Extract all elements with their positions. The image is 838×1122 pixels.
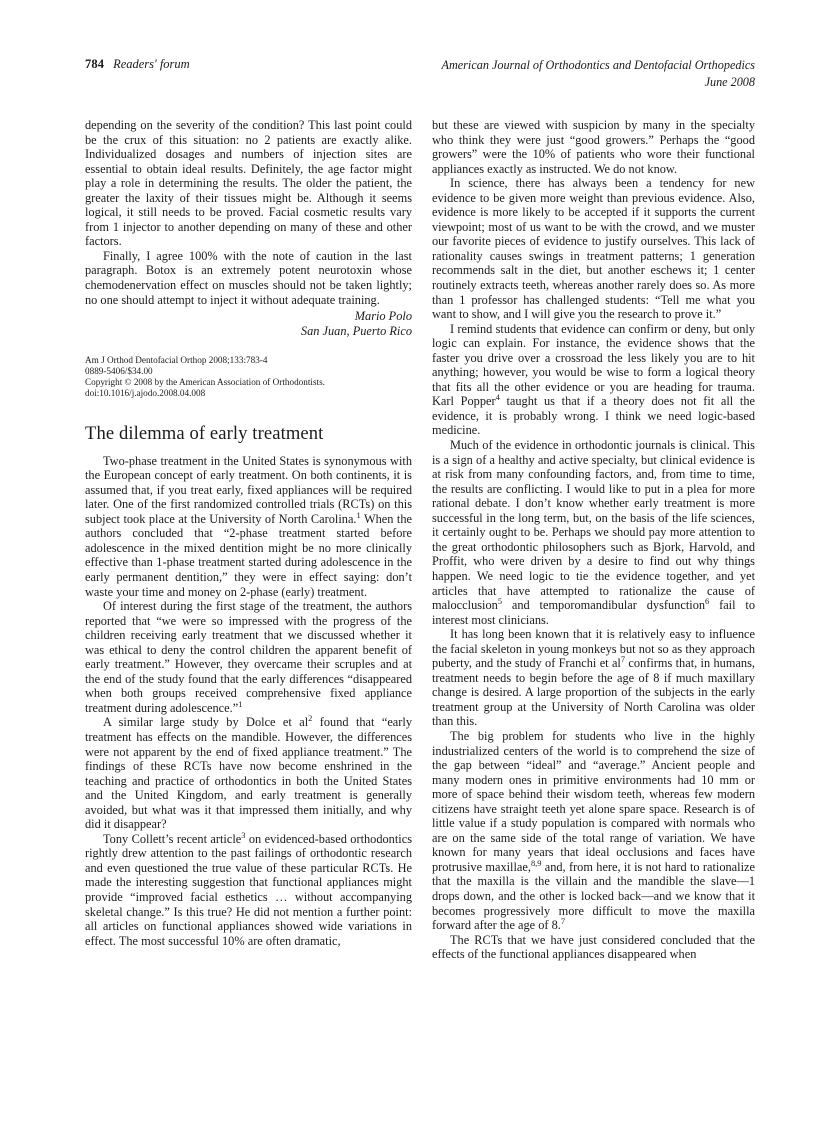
article-body-left — [85, 454, 412, 949]
reference-marker: 2 — [308, 714, 313, 724]
reference-marker: 1 — [356, 510, 361, 520]
pubinfo-issn: 0889-5406/$34.00 — [85, 366, 153, 377]
reference-marker: 7 — [620, 655, 626, 665]
reference-marker: 8,9 — [530, 858, 542, 868]
page-number: 784 — [85, 57, 105, 71]
reference-marker: 7 — [560, 916, 566, 926]
letter-signature — [85, 309, 412, 338]
letter-paragraph: depending on the severity of the condition? This last point could be the crux of this situation: no 2 patients are exactly alike. Individualized dosages and numbers of injection sites are essential to obtain ideal results. Definitely, the age factor might play a role in determining the results. The older the patient, the greater the laxity of their tissues might be. Although it seems logical, it still needs to be proved. Facial cosmetic results vary from 1 injector to another depending on many of these and other factors. — [85, 118, 412, 249]
article-paragraph: Much of the evidence in orthodontic journals is clinical. This is a sign of a healthy and active specialty, but clinical evidence is at risk from many confounding factors, and, from time to time, the results are conflicting. I would like to put in a plea for more rational debate. I don’t know whether early treatment is more successful in the long term, but, on the basis of the life sciences, it certainly ought to be. Perhaps we should pay more attention to the great orthodontic philosophers such as Bjork, Harvold, and Proffit, who were driven by a desire to find out why things happen. We need logic to tie the evidence together, and yet articles that have attempted to rationalize the cause of malocclusion$^5$ and temporomandibular dysfunction$^6$ fail to interest most clinicians. — [432, 438, 755, 627]
article-paragraph: but these are viewed with suspicion by many in the specialty who think they were just “good growers.” Perhaps the “good growers” were the 10% of patients who wore their functional appliances exactly as instructed. We do not know. — [432, 118, 755, 176]
running-head — [85, 57, 755, 92]
article-paragraph: The big problem for students who live in the highly industrialized centers of the world is to comprehend the size of the gap between “ideal” and “average.” Ancient people and many modern ones in primitive environments had 10 mm or more of space behind their wisdom teeth, whereas few modern citizens have straight teeth yet alone spare space. Research is of little value if a study population is compared with normals who are on the same side of the total range of variation. We have known for many years that ideal occlusions and faces have protrusive maxillae,$^{8,9}$ and, from here, it is not hard to rationalize that the maxilla is the villain and the mandible the slave—1 drops down, and the other is locked back—and we know that it becomes progressively more difficult to move the maxilla forward after the age of 8.$^7$ — [432, 728, 755, 933]
body-columns — [85, 118, 755, 1058]
pubinfo-doi: doi:10.1016/j.ajodo.2008.04.008 — [85, 388, 206, 399]
signature-location: San Juan, Puerto Rico — [300, 323, 412, 338]
article-paragraph: Tony Collett’s recent article$^3$ on evidenced-based orthodontics rightly drew attention to the past failings of orthodontic research and even questioned the true value of these particular RCTs. He made the interesting suggestion that functional appliances might provide “improved facial esthetics … without accompanying skeletal change.” Is this true? He did not mention a further point: all articles on functional appliances showed wide variations in effect. The most successful 10% are often dramatic, — [85, 830, 412, 948]
article-paragraph: A similar large study by Dolce et $al^2$ found that “early treatment has effects on the mandible. However, the differences were not apparent by the end of fixed appliance treatment.” The findings of these RCTs have now become enshrined in the teaching and practice of orthodontics in both the United States and the United Kingdom, and early treatment is generally avoided, but what was it that impressed them initially, and why did it disappear? — [85, 714, 412, 832]
pubinfo-copyright: Copyright © 2008 by the American Association of Orthodontists. — [85, 377, 325, 388]
reference-marker: 1 — [238, 699, 243, 709]
article-paragraph: I remind students that evidence can confirm or deny, but only logic can explain. For instance, the evidence shows that the faster you drive over a crossroad the less likely you are to hit anything; however, you would be wise to form a logical theory that fits all the other evidence or you are heading for trauma. Karl Popper$^4$ taught us that if a theory does not fit all the evidence, it is probably wrong. I think we need logic-based medicine. — [432, 321, 755, 438]
issue-date: June 2008 — [704, 75, 755, 90]
article-title: The dilemma of early treatment — [85, 422, 324, 444]
running-head-left — [85, 57, 190, 72]
journal-name: American Journal of Orthodontics and Dentofacial Orthopedics — [441, 58, 755, 72]
article-paragraph: Two-phase treatment in the United States is synonymous with the European concept of early treatment. On both continents, it is assumed that, if you treat early, fixed appliances will be required later. One of the first randomized controlled trials (RCTs) on this subject took place at the University of North Carolina.$^1$ When the authors concluded that “2-phase treatment started before adolescence in the mixed dentition might be no more clinically effective than 1-phase treatment started during adolescence in the early permanent dentition,” they were in effect saying: don’t waste your time and money on 2-phase (early) treatment. — [85, 453, 412, 599]
reference-marker: 3 — [241, 830, 246, 840]
right-column — [432, 118, 755, 1058]
article-paragraph: Of interest during the first stage of the treatment, the authors reported that “we were so impressed with the progress of the children receiving early treatment that we discussed whether it was ethical to deny the control children the apparent benefit of early treatment.” However, they overcame their scruples and at the end of the study found that the early differences “disappeared when both groups received comprehensive fixed appliance treatment during adolescence.”$^1$ — [85, 599, 412, 715]
article-paragraph: The RCTs that we have just considered concluded that the effects of the functional appliances disappeared when — [432, 932, 755, 962]
reference-marker: 4 — [495, 393, 500, 403]
reference-marker: 6 — [705, 596, 710, 606]
letter-paragraph: Finally, I agree 100% with the note of caution in the last paragraph. Botox is an extremely potent neurotoxin whose chemodenervation effect on muscles should not be taken lightly; no one should attempt to inject it without adequate training. — [85, 248, 412, 307]
article-paragraph: It has long been known that it is relatively easy to influence the facial skeleton in young monkeys but not so as they approach puberty, and the study of Franchi et $al^7$ confirms that, in humans, treatment needs to begin before the age of 8 if much maxillary change is desired. A large proportion of the subjects in the early treatment group at the University of North Carolina was older than this. — [432, 627, 755, 729]
pubinfo-citation: Am J Orthod Dentofacial Orthop 2008;133:783-4 — [85, 355, 268, 366]
article-body-right — [432, 118, 755, 962]
running-head-right — [442, 57, 755, 92]
section-title: Readers' forum — [113, 57, 190, 71]
article-paragraph: In science, there has always been a tendency for new evidence to be given more weight than previous evidence. Also, evidence is more likely to be accepted if it supports the current viewpoint; most of us want to be with the crowd, and we muster our favorite pieces of evidence to justify ourselves. This lack of rationality causes swings in treatment patterns; 1 generation recommends salt in the diet, but another eschews it; 1 center routinely extracts teeth, whereas another rarely does so. As more than 1 professor has challenged students: “Tell me what you want to show, and I will give you the research to prove it.” — [432, 176, 755, 322]
signature-author: Mario Polo — [354, 309, 412, 324]
reference-marker: 5 — [497, 596, 503, 606]
left-column — [85, 118, 412, 1058]
publication-info — [85, 355, 412, 399]
